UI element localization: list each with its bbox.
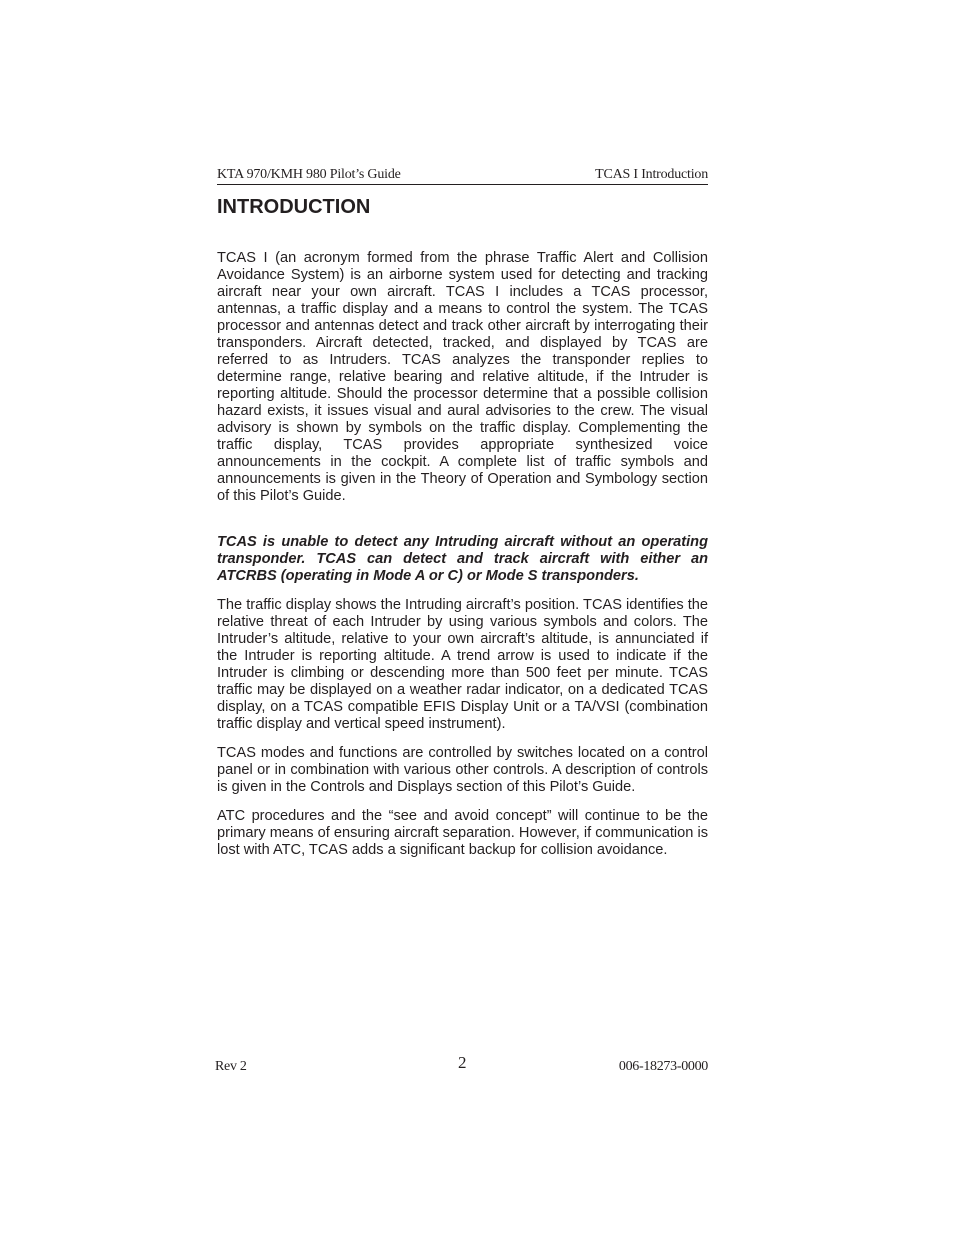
warning-note: TCAS is unable to detect any Intruding aircraft without an operating transponder. TCAS can detect and track aircraft with either an ATCRBS (operating in Mode A or C) or Mode S transponders. [217, 534, 708, 584]
header-chapter-title: TCAS I Introduction [595, 167, 708, 182]
document-number: 006-18273-0000 [618, 1059, 708, 1074]
paragraph-controls: TCAS modes and functions are controlled by switches located on a control panel or in combination with various other controls. A description of controls is given in the Controls and Displays section of this Pilot’s Guide. [217, 745, 708, 795]
running-header [217, 166, 708, 185]
paragraph-traffic-display: The traffic display shows the Intruding aircraft’s position. TCAS identifies the relative threat of each Intruder by using various symbols and colors. The Intruder’s altitude, relative to your own aircraft’s altitude, is annunciated if the Intruder is reporting altitude. A trend arrow is used to indicate if the Intruder is climbing or descending more than 500 feet per minute. TCAS traffic may be displayed on a weather radar indicator, on a dedicated TCAS display, on a TCAS compatible EFIS Display Unit or a TA/VSI (combination traffic display and vertical speed instrument). [217, 597, 708, 732]
revision-label: Rev 2 [215, 1059, 247, 1074]
page-footer [215, 1053, 708, 1077]
section-title: INTRODUCTION [217, 196, 371, 218]
header-guide-title: KTA 970/KMH 980 Pilot’s Guide [217, 167, 401, 182]
paragraph-atc-procedures: ATC procedures and the “see and avoid concept” will continue to be the primary means of ensuring aircraft separation. However, if communication is lost with ATC, TCAS adds a significant backup for collision avoidance. [217, 808, 708, 858]
page-number: 2 [458, 1053, 467, 1072]
paragraph-overview: TCAS I (an acronym formed from the phrase Traffic Alert and Collision Avoidance System) is an airborne system used for detecting and tracking aircraft near your own aircraft. TCAS I includes a TCAS processor, antennas, a traffic display and a means to control the system. The TCAS processor and antennas detect and track other aircraft by interrogating their transponders. Aircraft detected, tracked, and displayed by TCAS are referred to as Intruders. TCAS analyzes the transponder replies to determine range, relative bearing and relative altitude, if the Intruder is reporting altitude. Should the processor determine that a possible collision hazard exists, it issues visual and aural advisories to the crew. The visual advisory is shown by symbols on the traffic display. Complementing the traffic display, TCAS provides appropriate synthesized voice announcements in the cockpit. A complete list of traffic symbols and announcements is given in the Theory of Operation and Symbology section of this Pilot’s Guide. [217, 250, 708, 504]
body-text [217, 250, 708, 859]
